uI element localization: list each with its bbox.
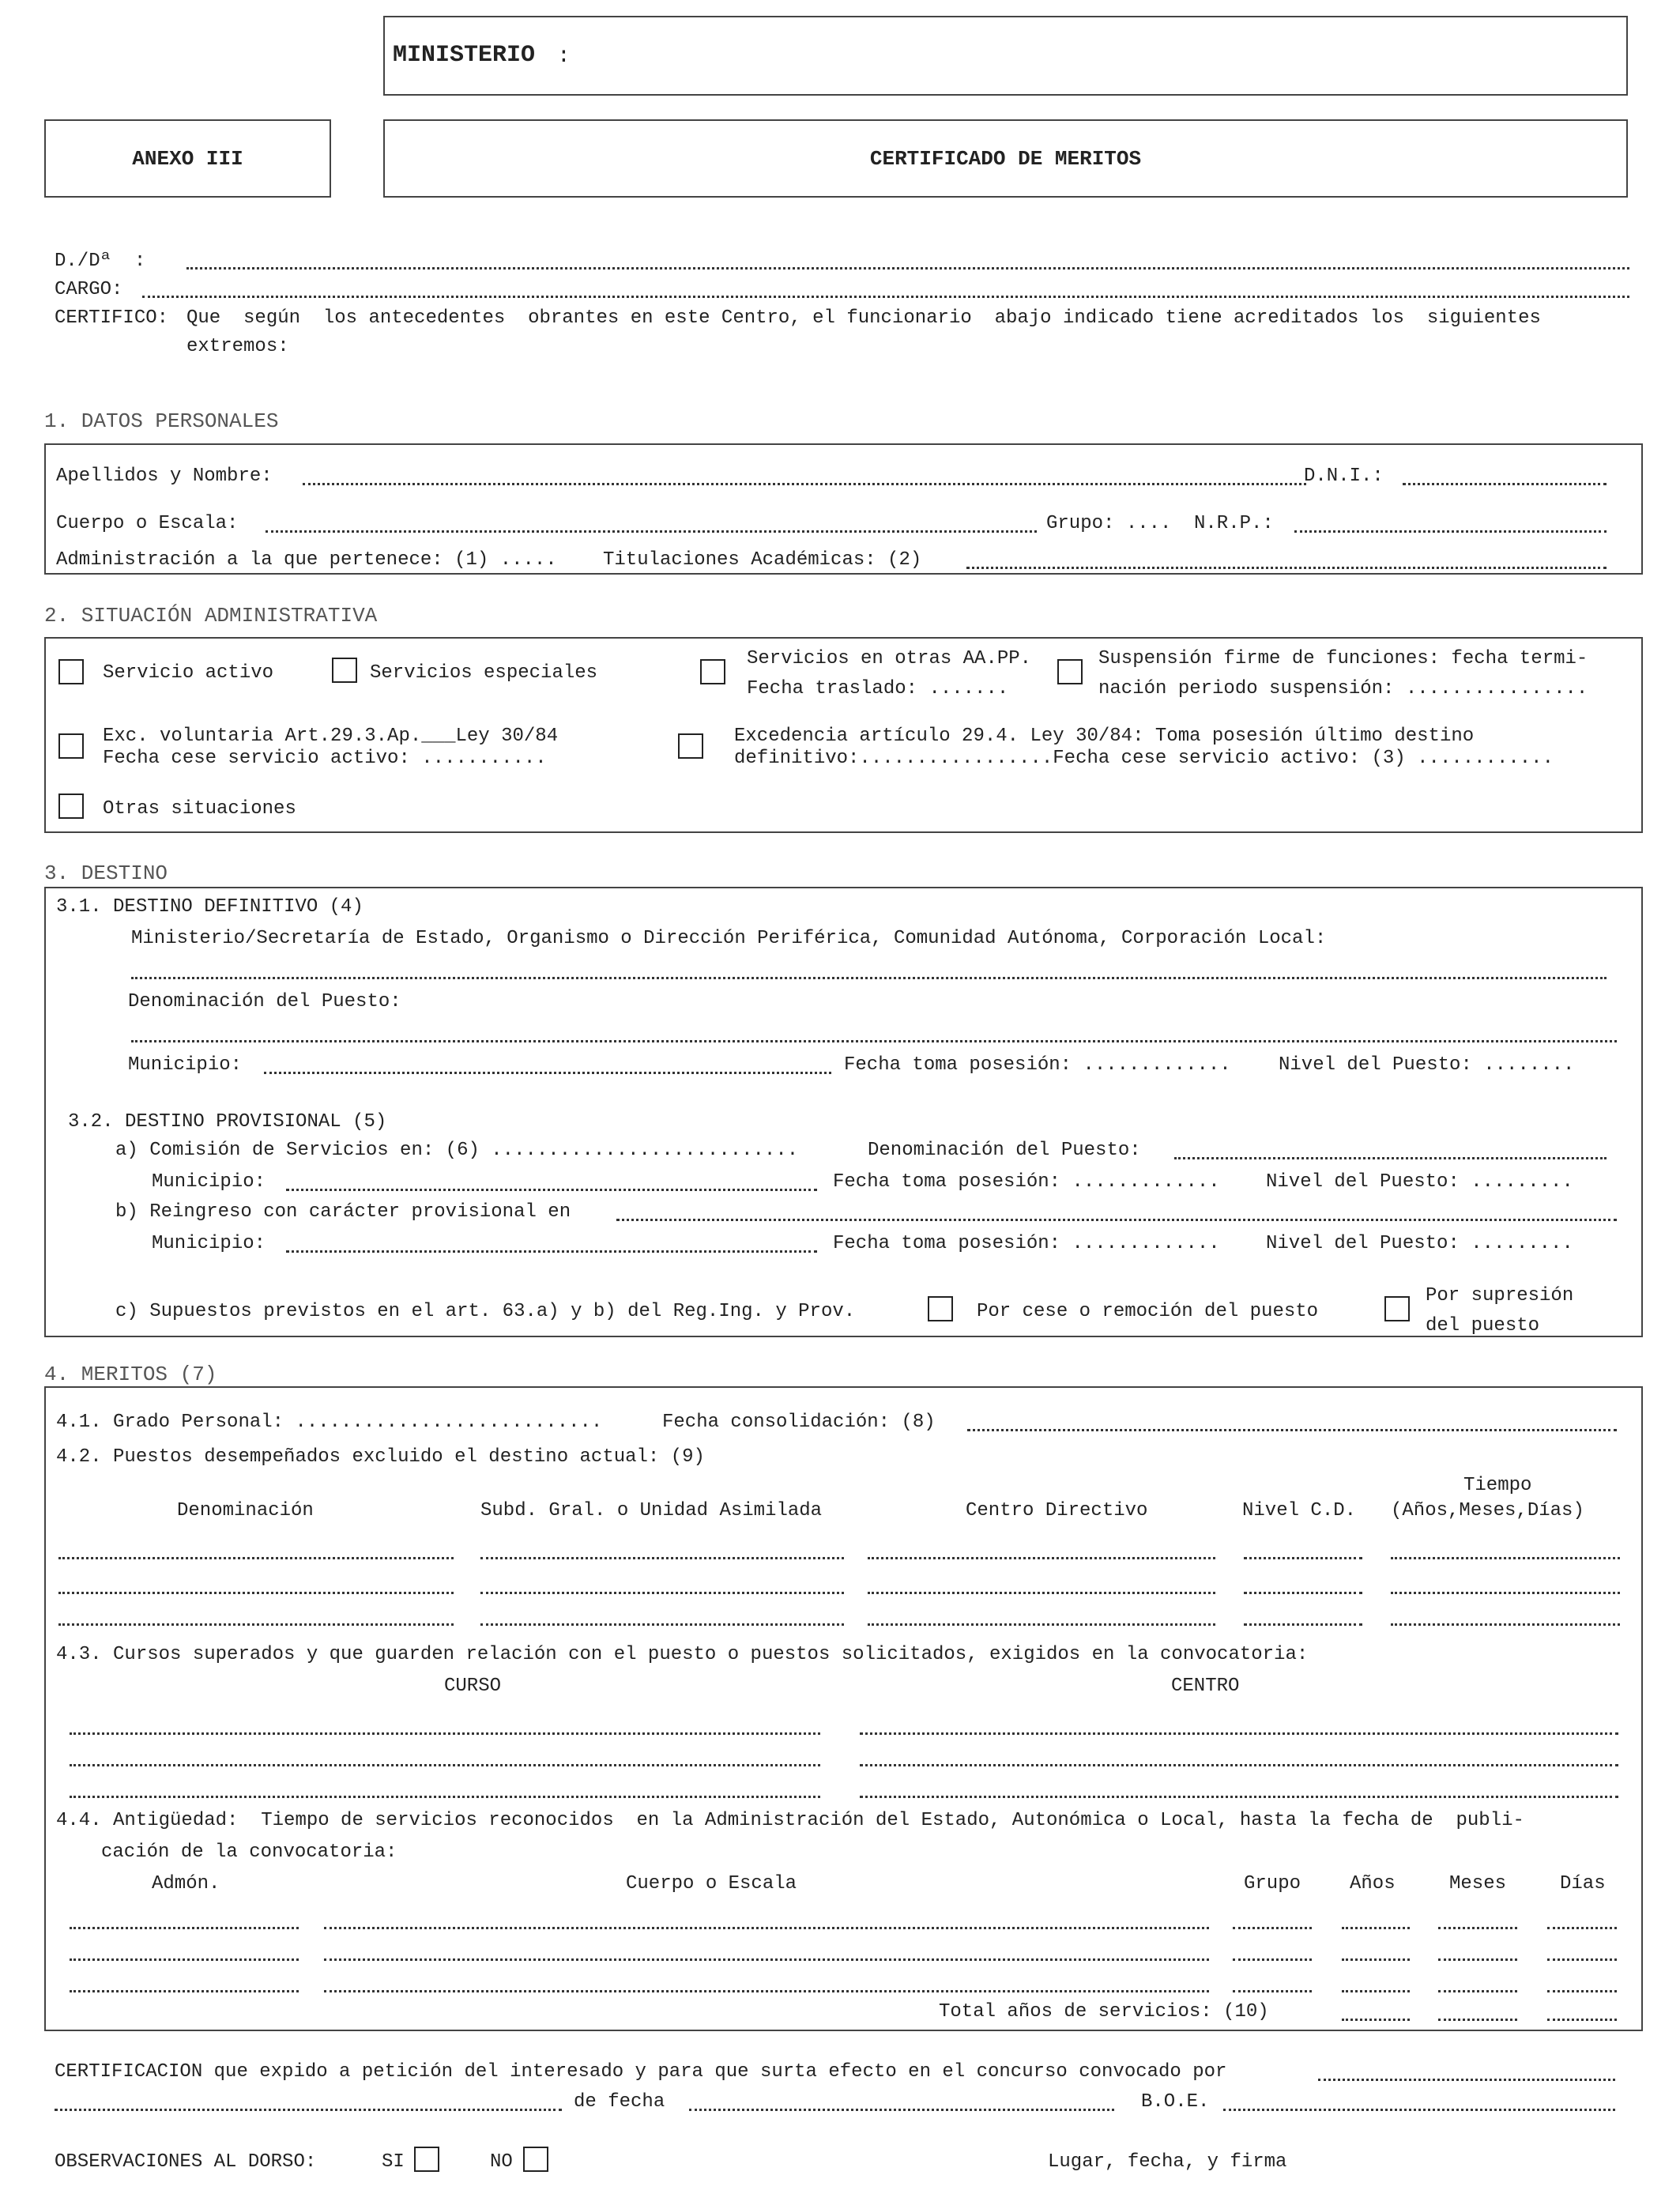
si-checkbox[interactable]: [414, 2147, 439, 2172]
def-ministerio-label: Ministerio/Secretaría de Estado, Organismo o Dirección Periférica, Comunidad Autónoma, Corporación Local:: [131, 928, 1327, 949]
anos-field[interactable]: [1342, 1958, 1410, 1961]
certificacion-label: CERTIFICACION que expido a petición del interesado y para que surta efecto en el concurso convocado por: [55, 2061, 1227, 2083]
titulaciones-label: Titulaciones Académicas: (2): [603, 549, 922, 571]
curso-field[interactable]: [70, 1732, 820, 1735]
nrp-label: N.R.P.:: [1194, 513, 1274, 534]
suspension-checkbox[interactable]: [1057, 659, 1083, 684]
fecha-traslado-label: Fecha traslado: .......: [747, 678, 1009, 699]
puestos-denominacion-field[interactable]: [58, 1623, 454, 1626]
title-box: [383, 119, 1628, 198]
destino-provisional-title: 3.2. DESTINO PROVISIONAL (5): [68, 1111, 387, 1133]
administracion-label: Administración a la que pertenece: (1) .....: [56, 549, 557, 571]
col-subd: Subd. Gral. o Unidad Asimilada: [480, 1500, 823, 1521]
otras-situaciones-checkbox[interactable]: [58, 794, 84, 819]
def-municipio-label: Municipio:: [128, 1054, 243, 1076]
grado-personal-label: 4.1. Grado Personal: ...........................: [56, 1412, 603, 1433]
prov-a-municipio-label: Municipio:: [152, 1171, 266, 1193]
cursos-label: 4.3. Cursos superados y que guarden relación con el puesto o puestos solicitados, exigidos en la convocatoria:: [56, 1644, 1309, 1665]
grupo-field[interactable]: [1233, 1927, 1312, 1929]
col-meses: Meses: [1449, 1873, 1507, 1894]
puestos-tiempo-field[interactable]: [1391, 1592, 1620, 1594]
si-label: SI: [382, 2151, 405, 2173]
admon-field[interactable]: [70, 1990, 299, 1992]
col-nivel-cd: Nivel C.D.: [1242, 1500, 1357, 1521]
puestos-label: 4.2. Puestos desempeñados excluido el destino actual: (9): [56, 1446, 705, 1468]
lugar-fecha-firma: Lugar, fecha, y firma: [1048, 2151, 1287, 2173]
certifico-text-2: extremos:: [186, 336, 289, 357]
certifico-text: Que según los antecedentes obrantes en este Centro, el funcionario abajo indicado tiene acreditados los siguientes: [186, 307, 1541, 329]
curso-field[interactable]: [70, 1796, 820, 1798]
grupo-field[interactable]: [1233, 1990, 1312, 1992]
destino-definitivo-title: 3.1. DESTINO DEFINITIVO (4): [56, 896, 363, 918]
puestos-denominacion-field[interactable]: [58, 1557, 454, 1559]
prov-a-fecha-label: Fecha toma posesión: .............: [833, 1171, 1220, 1193]
admon-field[interactable]: [70, 1927, 299, 1929]
meritos-box: [44, 1386, 1643, 2031]
apellidos-field[interactable]: [303, 483, 1306, 485]
section-4-title: 4. MERITOS (7): [44, 1363, 217, 1386]
total-dias-field[interactable]: [1547, 2019, 1617, 2021]
suspension-label-2: nación periodo suspensión: ................: [1098, 678, 1588, 699]
apellidos-label: Apellidos y Nombre:: [56, 466, 273, 487]
prov-comision-label: a) Comisión de Servicios en: (6) ...........................: [115, 1140, 799, 1161]
puestos-centro-field[interactable]: [868, 1557, 1215, 1559]
puestos-centro-field[interactable]: [868, 1592, 1215, 1594]
dni-field[interactable]: [1403, 483, 1607, 485]
fecha-consolidacion-field[interactable]: [967, 1429, 1617, 1431]
curso-field[interactable]: [70, 1764, 820, 1766]
ministerio-colon: :: [557, 44, 571, 69]
puestos-subd-field[interactable]: [480, 1592, 844, 1594]
col-dias: Días: [1560, 1873, 1606, 1894]
suspension-label: Suspensión firme de funciones: fecha termi-: [1098, 648, 1588, 669]
puestos-subd-field[interactable]: [480, 1557, 844, 1559]
prov-a-municipio-field[interactable]: [286, 1189, 817, 1191]
servicio-activo-checkbox[interactable]: [58, 659, 84, 684]
nrp-field[interactable]: [1294, 530, 1607, 533]
col-centro-directivo: Centro Directivo: [966, 1500, 1148, 1521]
prov-b-fecha-label: Fecha toma posesión: .............: [833, 1233, 1220, 1254]
col-anos: Años: [1350, 1873, 1396, 1894]
cuerpo-escala-field[interactable]: [324, 1958, 1209, 1961]
puestos-denominacion-field[interactable]: [58, 1592, 454, 1594]
total-label: Total años de servicios: (10): [939, 2001, 1269, 2022]
cuerpo-label: Cuerpo o Escala:: [56, 513, 239, 534]
exc-voluntaria-fecha: Fecha cese servicio activo: ...........: [103, 748, 547, 769]
exc-294-label-2: definitivo:.................Fecha cese servicio activo: (3) ............: [734, 748, 1554, 769]
prov-reingreso-label: b) Reingreso con carácter provisional en: [115, 1201, 571, 1223]
meses-field[interactable]: [1438, 1990, 1517, 1992]
def-denominacion-label: Denominación del Puesto:: [128, 991, 401, 1012]
antiguedad-label-2: cación de la convocatoria:: [101, 1842, 397, 1863]
section-2-title: 2. SITUACIÓN ADMINISTRATIVA: [44, 604, 378, 628]
puestos-nivel-field[interactable]: [1244, 1557, 1362, 1559]
dias-field[interactable]: [1547, 1958, 1617, 1961]
destino-box: [44, 887, 1643, 1337]
cuerpo-escala-field[interactable]: [324, 1927, 1209, 1929]
dni-label: D.N.I.:: [1304, 466, 1384, 487]
dias-field[interactable]: [1547, 1990, 1617, 1992]
curso-centro-field[interactable]: [860, 1732, 1618, 1735]
boe-label: B.O.E.: [1141, 2091, 1210, 2113]
prov-b-municipio-label: Municipio:: [152, 1233, 266, 1254]
col-admon: Admón.: [152, 1873, 220, 1894]
por-cese-label: Por cese o remoción del puesto: [977, 1301, 1319, 1322]
exc-voluntaria-checkbox[interactable]: [58, 733, 84, 759]
anos-field[interactable]: [1342, 1990, 1410, 1992]
def-ministerio-field[interactable]: [131, 977, 1607, 979]
por-supresion-label-2: del puesto: [1426, 1315, 1540, 1336]
concurso-field-2[interactable]: [55, 2109, 562, 2111]
cuerpo-escala-field[interactable]: [324, 1990, 1209, 1992]
puestos-nivel-field[interactable]: [1244, 1623, 1362, 1626]
certifico-label: CERTIFICO:: [55, 307, 169, 329]
cuerpo-field[interactable]: [266, 530, 1037, 533]
puestos-tiempo-field[interactable]: [1391, 1557, 1620, 1559]
col-centro: CENTRO: [1171, 1676, 1240, 1697]
de-fecha-label: de fecha: [574, 2091, 665, 2113]
puestos-tiempo-field[interactable]: [1391, 1623, 1620, 1626]
no-label: NO: [490, 2151, 513, 2173]
dias-field[interactable]: [1547, 1927, 1617, 1929]
servicio-activo-label: Servicio activo: [103, 662, 274, 684]
servicios-especiales-label: Servicios especiales: [370, 662, 598, 684]
servicios-especiales-checkbox[interactable]: [332, 658, 357, 683]
prov-supuestos-label: c) Supuestos previstos en el art. 63.a) y b) del Reg.Ing. y Prov.: [115, 1301, 856, 1322]
puestos-nivel-field[interactable]: [1244, 1592, 1362, 1594]
total-anos-field[interactable]: [1342, 2019, 1410, 2021]
col-grupo: Grupo: [1244, 1873, 1301, 1894]
col-cuerpo-escala: Cuerpo o Escala: [626, 1873, 797, 1894]
def-nivel-label: Nivel del Puesto: ........: [1279, 1054, 1575, 1076]
cargo-label: CARGO:: [55, 279, 123, 300]
concurso-field[interactable]: [1318, 2079, 1615, 2081]
puestos-subd-field[interactable]: [480, 1623, 844, 1626]
por-supresion-checkbox[interactable]: [1384, 1296, 1410, 1321]
exc-294-label: Excedencia artículo 29.4. Ley 30/84: Toma posesión último destino: [734, 726, 1475, 747]
cargo-field[interactable]: [142, 296, 1629, 298]
no-checkbox[interactable]: [523, 2147, 548, 2172]
col-tiempo: Tiempo: [1463, 1475, 1532, 1496]
section-1-title: 1. DATOS PERSONALES: [44, 409, 279, 433]
por-supresion-label: Por supresión: [1426, 1285, 1574, 1306]
prov-reingreso-field[interactable]: [616, 1219, 1617, 1221]
otras-aapp-checkbox[interactable]: [700, 659, 725, 684]
curso-centro-field[interactable]: [860, 1796, 1618, 1798]
def-municipio-field[interactable]: [264, 1072, 831, 1074]
col-tiempo-unidades: (Años,Meses,Días): [1391, 1500, 1584, 1521]
otras-aapp-label: Servicios en otras AA.PP.: [747, 648, 1032, 669]
exc-294-checkbox[interactable]: [678, 733, 703, 759]
col-denominacion: Denominación: [177, 1500, 314, 1521]
prov-b-municipio-field[interactable]: [286, 1250, 817, 1253]
grupo-label: Grupo: ....: [1046, 513, 1172, 534]
ministerio-box: [383, 16, 1628, 96]
fecha-field[interactable]: [689, 2109, 1114, 2111]
fecha-consolidacion-label: Fecha consolidación: (8): [662, 1412, 936, 1433]
datos-personales-box: [44, 443, 1643, 575]
total-meses-field[interactable]: [1438, 2019, 1517, 2021]
situacion-box: [44, 637, 1643, 833]
ministerio-label: MINISTERIO: [393, 42, 536, 69]
otras-situaciones-label: Otras situaciones: [103, 798, 296, 820]
def-fecha-label: Fecha toma posesión: .............: [844, 1054, 1231, 1076]
certificate-title: CERTIFICADO DE MERITOS: [869, 147, 1142, 171]
anos-field[interactable]: [1342, 1927, 1410, 1929]
prov-a-nivel-label: Nivel del Puesto: .........: [1266, 1171, 1573, 1193]
anexo-box: [44, 119, 331, 198]
anexo-label: ANEXO III: [132, 147, 243, 171]
section-3-title: 3. DESTINO: [44, 861, 168, 885]
col-curso: CURSO: [444, 1676, 502, 1697]
dd-field[interactable]: [186, 267, 1629, 270]
observaciones-label: OBSERVACIONES AL DORSO:: [55, 2151, 317, 2173]
admon-field[interactable]: [70, 1958, 299, 1961]
exc-voluntaria-label: Exc. voluntaria Art.29.3.Ap.___Ley 30/84: [103, 726, 559, 747]
def-denominacion-field[interactable]: [131, 1040, 1617, 1042]
grupo-field[interactable]: [1233, 1958, 1312, 1961]
meses-field[interactable]: [1438, 1927, 1517, 1929]
prov-denominacion-field[interactable]: [1174, 1157, 1607, 1159]
titulaciones-field[interactable]: [966, 567, 1607, 569]
puestos-centro-field[interactable]: [868, 1623, 1215, 1626]
prov-b-nivel-label: Nivel del Puesto: .........: [1266, 1233, 1573, 1254]
antiguedad-label: 4.4. Antigüedad: Tiempo de servicios reconocidos en la Administración del Estado, Autonómica o Local, hasta la fecha de publi-: [56, 1810, 1524, 1831]
por-cese-checkbox[interactable]: [928, 1296, 953, 1321]
dd-label: D./Dª :: [55, 251, 146, 272]
curso-centro-field[interactable]: [860, 1764, 1618, 1766]
meses-field[interactable]: [1438, 1958, 1517, 1961]
prov-denominacion-label: Denominación del Puesto:: [868, 1140, 1141, 1161]
boe-field[interactable]: [1223, 2109, 1615, 2111]
